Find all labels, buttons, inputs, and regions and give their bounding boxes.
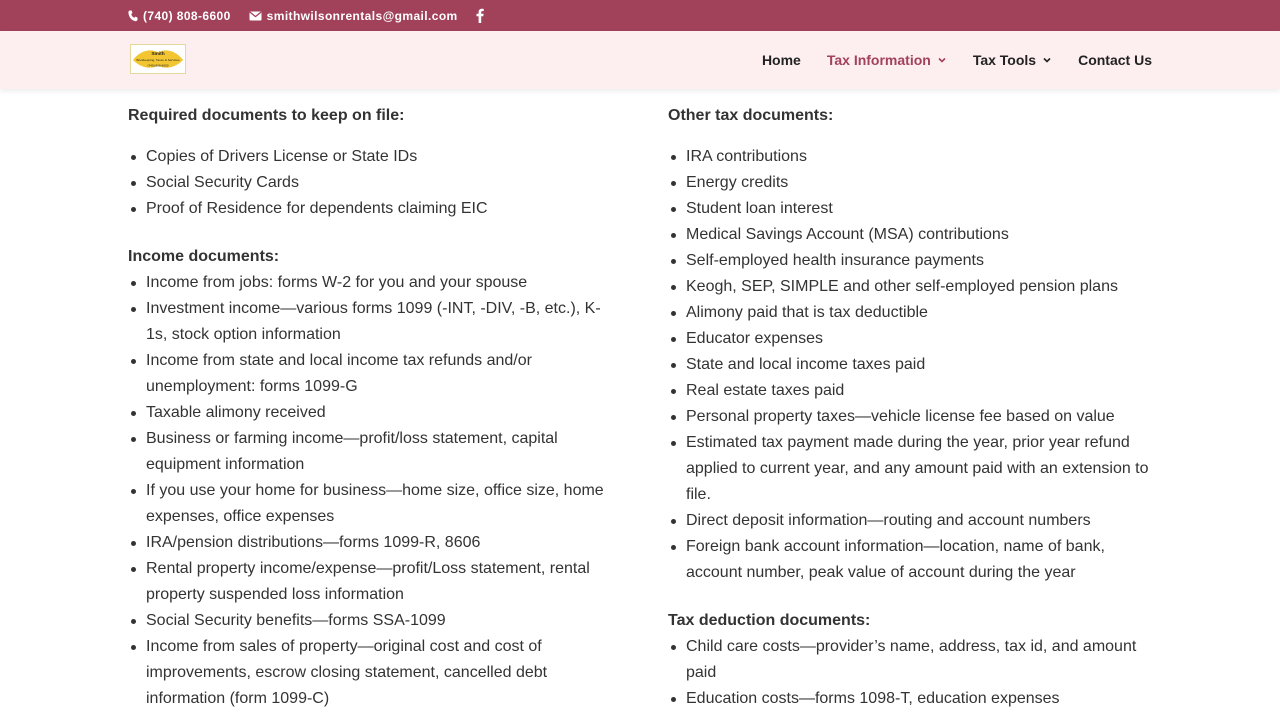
nav-tax-information-label: Tax Information (826, 52, 931, 68)
list-item: Income from sales of property—original cost and cost of improvements, escrow closing statement, cancelled debt information (form 1099-C) (128, 634, 612, 712)
list-item: If you use your home for business—home size, office size, home expenses, office expenses (128, 478, 612, 530)
facebook-icon[interactable] (476, 8, 484, 23)
list-item: Rental property income/expense—profit/Loss statement, rental property suspended loss information (128, 556, 612, 608)
list-item: Investment income—various forms 1099 (-INT, -DIV, -B, etc.), K-1s, stock option information (128, 296, 612, 348)
other-tax-documents-list (668, 144, 1152, 586)
section-heading-other-tax-documents: Other tax documents: (668, 107, 834, 124)
phone-link[interactable] (128, 9, 231, 23)
phone-icon (128, 10, 138, 22)
list-item: Personal property taxes—vehicle license fee based on value (668, 404, 1152, 430)
right-column (668, 103, 1152, 712)
list-item: Direct deposit information—routing and account numbers (668, 508, 1152, 534)
list-item: Educator expenses (668, 326, 1152, 352)
nav-home[interactable] (762, 52, 801, 68)
logo-image (131, 44, 185, 74)
main-content (0, 89, 1280, 720)
section-heading-income-documents: Income documents: (128, 248, 280, 265)
site-logo[interactable] (130, 44, 186, 74)
income-documents-list (128, 270, 612, 712)
list-item: Income from jobs: forms W-2 for you and your spouse (128, 270, 612, 296)
list-item: IRA contributions (668, 144, 1152, 170)
required-documents-list (128, 144, 612, 222)
email-address: smithwilsonrentals@gmail.com (266, 8, 458, 23)
list-item: Child care costs—provider’s name, address, tax id, and amount paid (668, 634, 1152, 686)
list-item: Foreign bank account information—location, name of bank, account number, peak value of account during the year (668, 534, 1152, 586)
list-item: Alimony paid that is tax deductible (668, 300, 1152, 326)
left-column (128, 103, 612, 712)
tax-deduction-documents-list (668, 634, 1152, 712)
email-link[interactable] (249, 9, 458, 23)
list-item: Education costs—forms 1098-T, education expenses (668, 686, 1152, 712)
nav-contact-us[interactable] (1078, 52, 1152, 68)
section-heading-tax-deduction-documents: Tax deduction documents: (668, 612, 871, 629)
main-nav (762, 31, 1152, 89)
chevron-down-icon (1042, 55, 1052, 65)
top-bar (0, 0, 1280, 31)
nav-tax-tools-label: Tax Tools (972, 52, 1037, 68)
nav-tax-tools[interactable] (973, 52, 1052, 68)
svg-text:Smith: Smith (151, 52, 165, 58)
list-item: Medical Savings Account (MSA) contributions (668, 222, 1152, 248)
list-item: Social Security Cards (128, 170, 612, 196)
list-item: Energy credits (668, 170, 1152, 196)
svg-text:(740) 808-6600: (740) 808-6600 (147, 63, 169, 68)
list-item: Student loan interest (668, 196, 1152, 222)
list-item: Self-employed health insurance payments (668, 248, 1152, 274)
svg-text:Bookkeeping, Taxes & Services: Bookkeeping, Taxes & Services (136, 57, 180, 62)
list-item: Proof of Residence for dependents claiming EIC (128, 196, 612, 222)
nav-tax-information[interactable] (827, 52, 947, 68)
list-item: Taxable alimony received (128, 400, 612, 426)
list-item: Copies of Drivers License or State IDs (128, 144, 612, 170)
list-item: Keogh, SEP, SIMPLE and other self-employed pension plans (668, 274, 1152, 300)
list-item: Social Security benefits—forms SSA-1099 (128, 608, 612, 634)
site-header (0, 31, 1280, 89)
list-item: Income from state and local income tax refunds and/or unemployment: forms 1099-G (128, 348, 612, 400)
list-item: State and local income taxes paid (668, 352, 1152, 378)
chevron-down-icon (937, 55, 947, 65)
list-item: IRA/pension distributions—forms 1099-R, 8606 (128, 530, 612, 556)
section-heading-required-documents: Required documents to keep on file: (128, 107, 405, 124)
phone-number: (740) 808-6600 (143, 8, 231, 23)
nav-contact-us-label: Contact Us (1078, 52, 1152, 68)
nav-home-label: Home (761, 52, 801, 68)
list-item: Business or farming income—profit/loss statement, capital equipment information (128, 426, 612, 478)
list-item: Real estate taxes paid (668, 378, 1152, 404)
list-item: Estimated tax payment made during the year, prior year refund applied to current year, and any amount paid with an extension to file. (668, 430, 1152, 508)
envelope-icon (249, 11, 262, 21)
